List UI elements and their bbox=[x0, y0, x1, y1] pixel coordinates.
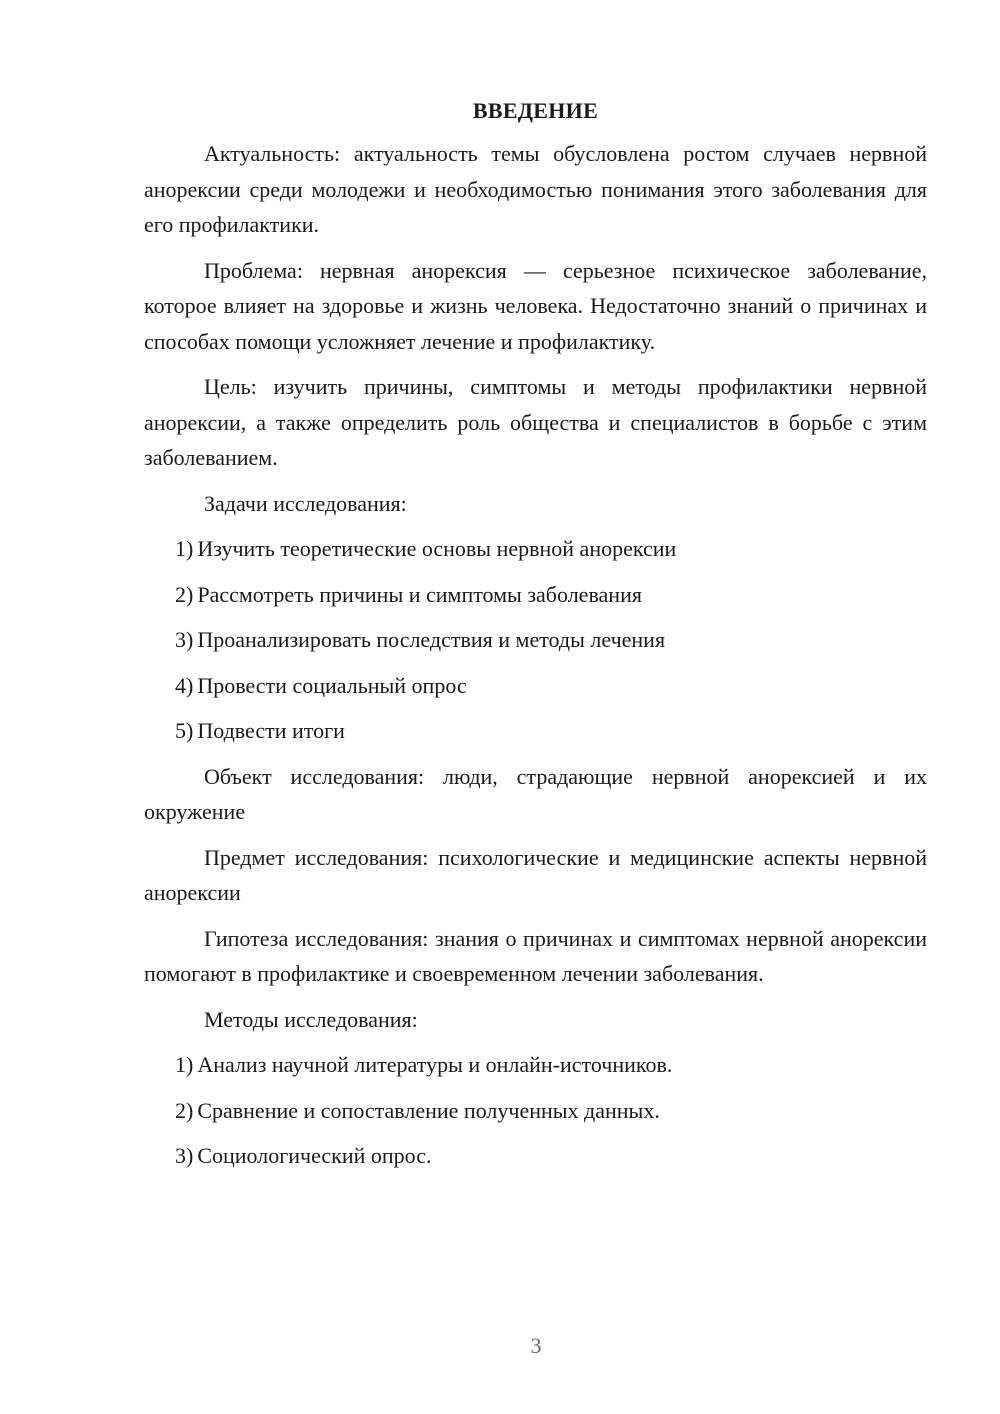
list-item bbox=[144, 577, 927, 613]
list-item-number: 1) bbox=[175, 1052, 194, 1077]
list-item bbox=[144, 531, 927, 567]
list-item-number: 4) bbox=[175, 672, 194, 698]
list-item-number: 5) bbox=[175, 718, 194, 743]
list-item bbox=[144, 713, 927, 749]
goal-paragraph: Цель: изучить причины, симптомы и методы профилактики нервной анорексии, а также определить роль общества и специалистов в борьбе с этим заболеванием. bbox=[144, 374, 927, 470]
list-item-text: Социологический опрос. bbox=[197, 1143, 432, 1168]
page-title: ВВЕДЕНИЕ bbox=[472, 98, 599, 123]
list-item-number: 2) bbox=[175, 1097, 194, 1123]
list-item-text: Подвести итоги bbox=[197, 718, 345, 743]
list-item bbox=[144, 622, 927, 658]
list-item-number: 3) bbox=[175, 1143, 194, 1168]
list-item-text: Сравнение и сопоставление полученных данных. bbox=[197, 1097, 660, 1123]
list-item bbox=[144, 668, 927, 704]
list-item bbox=[144, 1047, 927, 1083]
hypothesis-paragraph: Гипотеза исследования: знания о причинах и симптомах нервной анорексии помогают в профилактике и своевременном лечении заболевания. bbox=[144, 925, 927, 986]
list-item-number: 3) bbox=[175, 627, 194, 652]
relevance-paragraph: Актуальность: актуальность темы обусловлена ростом случаев нервной анорексии среди молодежи и необходимостью понимания этого заболевания для его профилактики. bbox=[144, 141, 927, 237]
page-content bbox=[144, 96, 927, 1184]
object-paragraph: Объект исследования: люди, страдающие нервной анорексией и их окружение bbox=[144, 763, 927, 824]
methods-list bbox=[144, 1047, 927, 1174]
methods-heading: Методы исследования: bbox=[204, 1006, 418, 1032]
list-item-number: 2) bbox=[175, 581, 194, 607]
list-item-text: Провести социальный опрос bbox=[197, 672, 467, 698]
list-item bbox=[144, 1138, 927, 1174]
subject-paragraph: Предмет исследования: психологические и медицинские аспекты нервной анорексии bbox=[144, 844, 927, 905]
tasks-heading: Задачи исследования: bbox=[204, 490, 407, 516]
list-item-number: 1) bbox=[175, 536, 194, 561]
problem-paragraph: Проблема: нервная анорексия — серьезное психическое заболевание, которое влияет на здоровье и жизнь человека. Недостаточно знаний о причинах и способах помощи усложняет лечение и профилактику. bbox=[144, 257, 927, 354]
list-item bbox=[144, 1093, 927, 1129]
page-number: 3 bbox=[530, 1333, 542, 1358]
list-item-text: Проанализировать последствия и методы лечения bbox=[197, 627, 666, 652]
list-item-text: Изучить теоретические основы нервной анорексии bbox=[197, 536, 677, 561]
tasks-list bbox=[144, 531, 927, 749]
list-item-text: Рассмотреть причины и симптомы заболевания bbox=[197, 581, 642, 607]
list-item-text: Анализ научной литературы и онлайн-источников. bbox=[197, 1052, 673, 1077]
